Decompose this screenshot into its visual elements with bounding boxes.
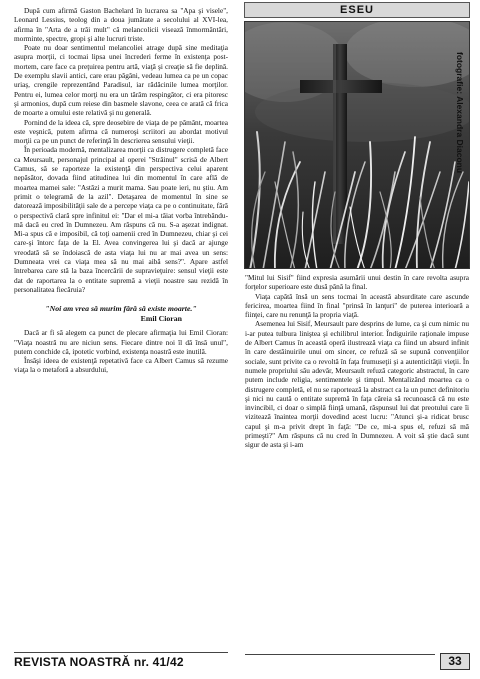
paragraph: După cum afirmă Gaston Bachelard în lucrarea sa "Apa şi visele", Leonard Lessius, teolog din a doua jumătate a secolului al XVI-lea, afirma în "Arta de a trăi mult" că melancolicii visează înmormântări, morminte, spectre, gropi şi alte lucruri triste. — [14, 6, 228, 43]
right-column — [245, 273, 469, 450]
quote-author: Emil Cioran — [140, 314, 182, 324]
cemetery-cross-image — [245, 22, 470, 269]
paragraph: În perioada modernă, mentalizarea morţii ca distrugere completă face ca Meursault, personajul principal al operei "Străinul" scrisă de Albert Camus, să se raporteze la existenţă din perspectiva celui aparent nepăsător, dovada fiind atitudinea lui din momentul în care află de moartea mamei sale: "Astăzi a murit mama. Sau poate ieri, nu ştiu. Am primit o telegramă de la azil". Detaşarea de momentul în sine se datorează imposibilităţii sale de a percepe viaţa ca pe o continuitate, fără o perspectivă clară spre infinitul ei: "Dar el mi-a tăiat vorba întrebându-mă dacă eu cred în Dumnezeu. Am răspuns că nu. S-a aşezat indignat. Mi-a spus că e imposibil, că toţi oamenii cred în Dumnezeu, chiar şi cei care-şi întorc faţa de la El. Aveа convingerea lui şi dacă ar ajunge vreodată să se îndoiască de asta viaţa lui nu ar mai avea un sens: Dumneata vrei ca viaţa mea să nu mai aibă sens?". Apare astfel întrebarea care stă la baza încercării de supravieţuire: sensul vieţii este dat de raportarea la o entitate supremă a vieţii noastre sau rezidă în personalitatea fiecăruia? — [14, 145, 228, 294]
footer-divider — [245, 654, 435, 655]
paragraph: Asemenea lui Sisif, Meursault pare desprins de lume, ca şi cum nimic nu i-ar putea tulbura liniştea şi echilibrul interior. Îndiguirile raţionale impuse de Albert Camus în această operă ilustrează viaţa ca fiind un absurd infinit în care destăinuirile unui om sincer, ce refuză să se supună convenţiilor sociale, sunt privite ca o revoltă în faţa frumuseţii şi a autenticităţii vieţii. În numele propriului său adevăr, Meursault refuză categoric abstractul, în care putem include religia, sentimentele şi timpul. Mentalizând moartea ca o distrugere completă, el nu se raportează la abstract ca la un punct definitoriu şi nici nu caută o entitate supremă în faţa căreia să recunoască că nu este invincibil, ci doar o simplă fiinţă umană, răspunsul lui dat preotului care îi vizitează înaintea morţii dovedind acest lucru: "Atunci şi-a ridicat brusc capul şi m-a privit drept în faţă: "De ce, mi-a spus el, refuzi să mă primeşti?" Am răspuns că nu cred în Dumnezeu. A voit să ştie dacă sunt sigur de asta şi i-am — [245, 319, 469, 450]
epigraph-quote — [14, 304, 228, 324]
left-column — [14, 6, 228, 375]
section-header — [244, 2, 470, 18]
paragraph: Poate nu doar sentimentul melancoliei atrage după sine meditaţia asupra morţii, ci tocmai lipsa unei încrederi ferme în existenţa post-mortem, care face ca preţuirea pentru artă, viaţă şi creaţie să fie deplină. De exemplu slavii antici, care erau păgâni, vedeau lumea ca pe un copac uriaş, crengile reprezentând Paradisul, iar rădăcinile lumea morţilor. Pentru ei, lumea celor morţi nu era un tărâm respingător, ci era pitoresc şi armonios, după cum reiese din basmele slavone, ceea ce arată că frica de moarte a omului este relativă şi nu generală. — [14, 43, 228, 118]
paragraph: Dacă ar fi să alegem ca punct de plecare afirmaţia lui Emil Cioran: "Viaţa noastră nu are niciun sens. Fiecare dintre noi îl dă însă unul", putem conchide că, ipotetic vorbind, existenţa noastră este inutilă. — [14, 328, 228, 356]
paragraph: Pornind de la ideea că, spre deosebire de viaţa de pe pământ, moartea este veşnică, putem afirma că numeroşi scriitori au abordat motivul morţii ca pe un punct de referinţă în descrierea sensului vieţii. — [14, 117, 228, 146]
paragraph: Viaţa capătă însă un sens tocmai în această absurditate care ascunde fericirea, moartea fiind în final "prinsă în lanţuri" de puterea interioară a fiinţei, care nu renunţă la propria viaţă. — [245, 291, 469, 320]
paragraph: Însăşi ideea de existenţă repetativă face ca Albert Camus să rezume viaţa la o metaforă a absurdului, — [14, 356, 228, 375]
page-number: 33 — [440, 653, 470, 670]
magazine-footer-title: REVISTA NOASTRĂ nr. 41/42 — [14, 652, 228, 669]
quote-text: "Noi am vrea să murim fără să existe moarte." — [45, 304, 197, 314]
section-label: ESEU — [340, 4, 374, 16]
cemetery-photo — [244, 21, 470, 269]
photo-credit: fotografie: Alexandra Diaconu — [455, 52, 465, 174]
paragraph: "Mitul lui Sisif" fiind expresia asumării unui destin în care revolta asupra forţelor superioare este dusă până la final. — [245, 273, 469, 292]
